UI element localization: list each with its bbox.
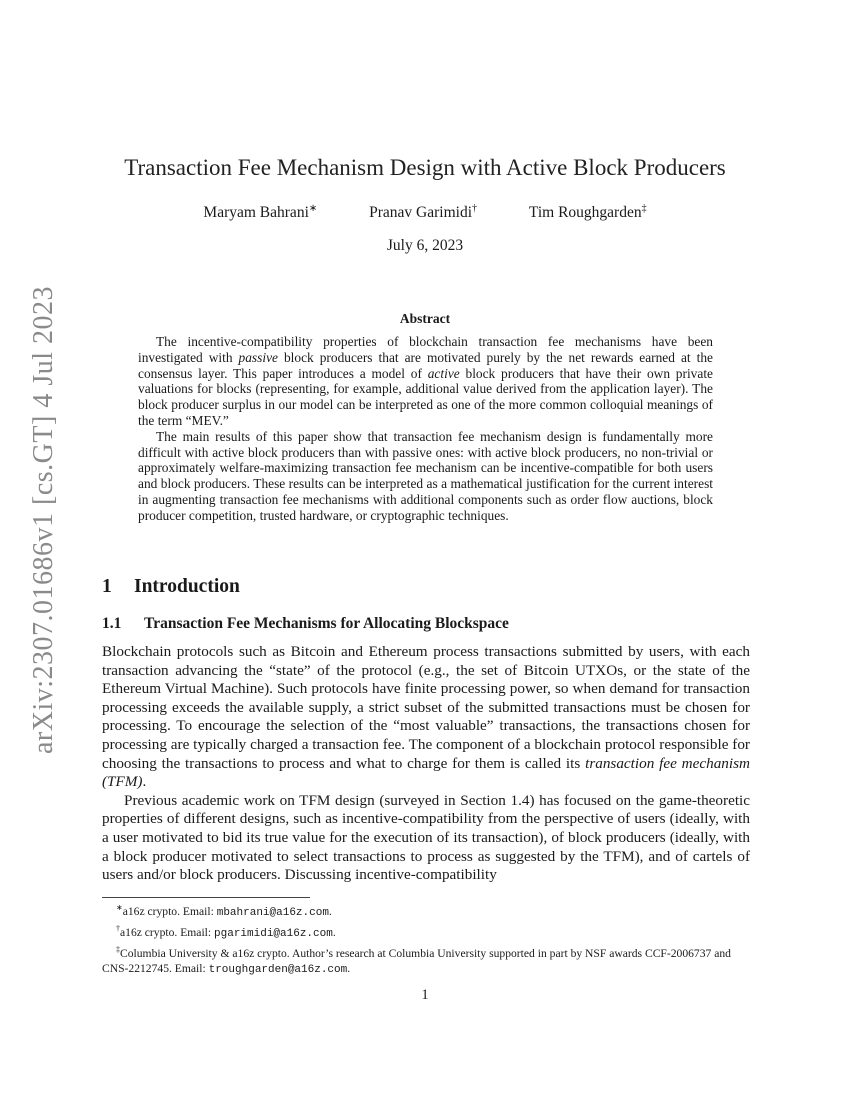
emphasis: passive (238, 349, 278, 365)
abstract-heading: Abstract (399, 311, 451, 326)
section-title: Introduction (134, 576, 240, 597)
author-footnote-mark[interactable]: † (472, 203, 478, 214)
footnote: ‡Columbia University & a16z crypto. Author’s research at Columbia University supported in part by NSF awards CCF-2006737 and CNS-2212745. Email: troughgarden@a16z.com. (102, 945, 731, 977)
email-link[interactable]: troughgarden@a16z.com (208, 964, 348, 977)
body-paragraph: Previous academic work on TFM design (surveyed in Section 1.4) has focused on the game-theoretic properties of different designs, such as incentive-compatibility from the perspective of users (ideally, with a user motivated to bid its true value for the execution of its transaction), of block producers (ideally, with a block producer motivated to select transactions to process as suggested by the TFM), and of cartels of users and/or block producers. Discussing incentive-compatibility (102, 791, 750, 884)
paper-title: Transaction Fee Mechanism Design with Active Block Producers (124, 155, 726, 180)
author-name: Pranav Garimidi (369, 204, 473, 222)
email-link[interactable]: mbahrani@a16z.com (216, 906, 329, 919)
subsection-title: Transaction Fee Mechanisms for Allocating Blockspace (144, 615, 509, 632)
abstract-paragraph: The main results of this paper show that transaction fee mechanism design is fundamentally more difficult with active block producers than with passive ones: with active block producers, no non-trivial or approximately welfare-maximizing transaction fee mechanism can be incentive-compatible for both users and block producers. These results can be interpreted as a mathematical justification for the current interest in augmenting transaction fee mechanisms with additional components such as order flow auctions, block producer competition, trusted hardware, or cryptographic techniques. (138, 428, 713, 523)
author-1 (203, 203, 317, 222)
footnote: †a16z crypto. Email: pgarimidi@a16z.com. (116, 924, 336, 940)
emphasis: transaction fee mechanism (TFM) (102, 754, 750, 791)
author-3 (529, 203, 647, 222)
body-paragraph: Blockchain protocols such as Bitcoin and Ethereum process transactions submitted by users, with each transaction advancing the “state” of the protocol (e.g., the set of Bitcoin UTXOs, or the state of the Ethereum Virtual Machine). Such protocols have finite processing power, so when demand for transaction processing exceeds the available supply, a strict subset of the submitted transactions must be chosen for processing. To encourage the selection of the “most valuable” transactions, the transactions chosen for processing are typically charged a transaction fee. The component of a blockchain protocol responsible for choosing the transactions to process and what to charge for them is called its transaction fee mechanism (TFM). (102, 643, 750, 791)
section-heading (102, 576, 240, 598)
author-2 (369, 203, 477, 222)
author-list (0, 203, 850, 222)
arxiv-identifier-stamp: arXiv:2307.01686v1 [cs.GT] 4 Jul 2023 (28, 285, 59, 755)
footnotes (102, 900, 750, 978)
email-link[interactable]: pgarimidi@a16z.com (214, 927, 333, 940)
page-number: 1 (421, 987, 429, 1003)
abstract-body (138, 334, 713, 524)
emphasis: active (427, 365, 460, 381)
subsection-heading (102, 615, 509, 633)
section-number: 1 (102, 576, 112, 597)
paper-date: July 6, 2023 (386, 237, 464, 254)
author-footnote-mark[interactable]: ∗ (308, 203, 318, 214)
footnote-divider (102, 897, 310, 898)
footnote: ∗a16z crypto. Email: mbahrani@a16z.com. (116, 903, 332, 919)
author-name: Maryam Bahrani (203, 204, 309, 222)
author-footnote-mark[interactable]: ‡ (641, 203, 647, 214)
abstract-paragraph: The incentive-compatibility properties of blockchain transaction fee mechanisms have been investigated with passive block producers that are motivated purely by the net rewards earned at the consensus layer. This paper introduces a model of active block producers that have their own private valuations for blocks (representing, for example, additional value derived from the application layer). The block producer surplus in our model can be interpreted as one of the more common colloquial meanings of the term “MEV.” (138, 334, 713, 428)
author-name: Tim Roughgarden (528, 204, 642, 222)
body-text (102, 643, 750, 885)
subsection-number: 1.1 (102, 615, 122, 632)
